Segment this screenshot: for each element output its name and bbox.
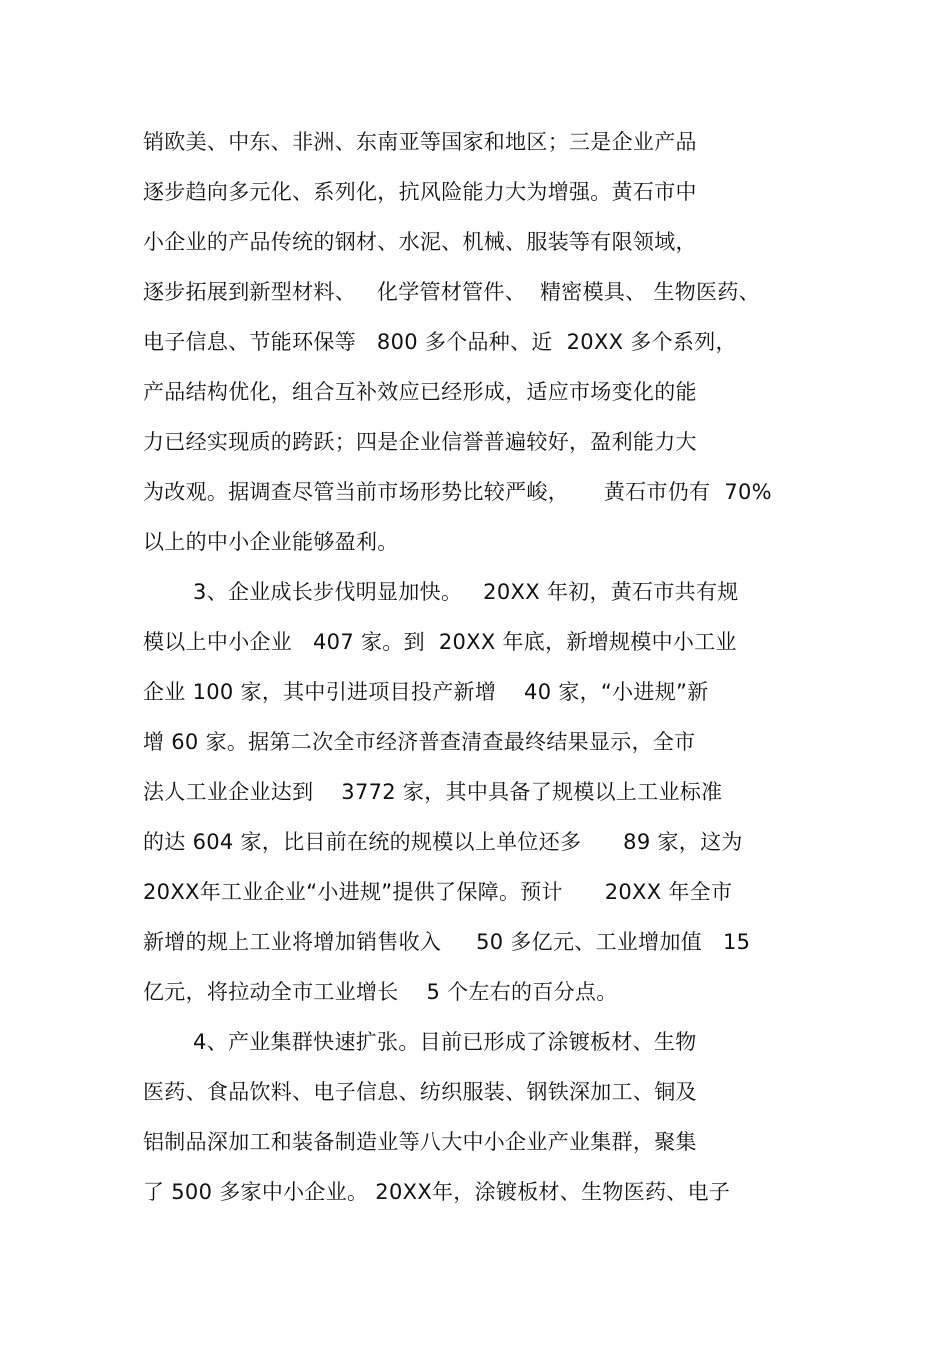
text-line: 20XX年工业企业“小进规”提供了保障。预计 20XX 年全市 — [143, 880, 733, 904]
text-line: 逐步趋向多元化、系列化，抗风险能力大为增强。黄石市中 — [143, 180, 697, 204]
text-line: 法人工业企业达到 3772 家，其中具备了规模以上工业标准 — [143, 780, 723, 804]
paragraph-start-line: 3、企业成长步伐明显加快。 20XX 年初，黄石市共有规 — [193, 580, 739, 604]
text-line: 增 60 家。据第二次全市经济普查清查最终结果显示，全市 — [143, 730, 696, 754]
text-line: 了 500 多家中小企业。 20XX年，涂镀板材、生物医药、电子 — [143, 1180, 731, 1204]
text-line: 为改观。据调查尽管当前市场形势比较严峻， 黄石市仍有 70% — [143, 480, 772, 504]
text-line: 以上的中小企业能够盈利。 — [143, 530, 399, 554]
text-line: 亿元，将拉动全市工业增长 5 个左右的百分点。 — [143, 980, 618, 1004]
text-line: 力已经实现质的跨跃；四是企业信誉普遍较好，盈利能力大 — [143, 430, 697, 454]
paragraph-start-line: 4、产业集群快速扩张。目前已形成了涂镀板材、生物 — [193, 1030, 697, 1054]
text-line: 小企业的产品传统的钢材、水泥、机械、服装等有限领域， — [143, 230, 697, 254]
text-line: 销欧美、中东、非洲、东南亚等国家和地区；三是企业产品 — [143, 130, 697, 154]
text-line: 模以上中小企业 407 家。到 20XX 年底，新增规模中小工业 — [143, 630, 737, 654]
text-line: 产品结构优化，组合互补效应已经形成，适应市场变化的能 — [143, 380, 697, 404]
text-line: 新增的规上工业将增加销售收入 50 多亿元、工业增加值 15 — [143, 930, 751, 954]
text-line: 电子信息、节能环保等 800 多个品种、近 20XX 多个系列， — [143, 330, 737, 354]
text-line: 铝制品深加工和装备制造业等八大中小企业产业集群，聚集 — [143, 1130, 697, 1154]
text-line: 逐步拓展到新型材料、 化学管材管件、 精密模具、 生物医药、 — [143, 280, 760, 304]
text-line: 企业 100 家，其中引进项目投产新增 40 家，“小进规”新 — [143, 680, 709, 704]
text-line: 医药、食品饮料、电子信息、纺织服装、钢铁深加工、铜及 — [143, 1080, 697, 1104]
text-line: 的达 604 家，比目前在统的规模以上单位还多 89 家，这为 — [143, 830, 743, 854]
